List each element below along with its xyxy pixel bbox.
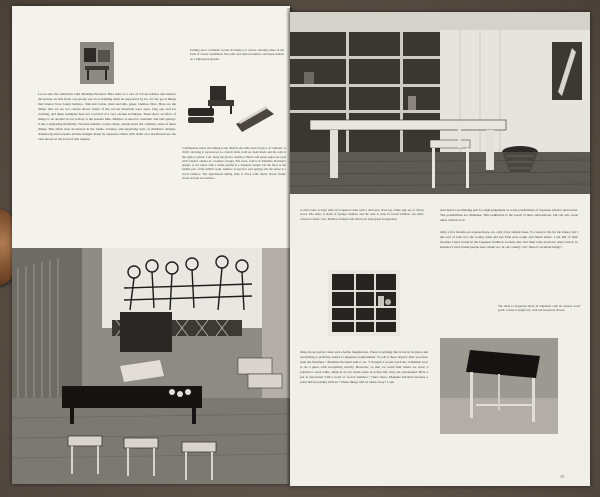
photo-wall-shelves [328, 270, 400, 336]
paragraph-bottom: thing shows perfect taste and a fertile imagination. There is nothing that is not in its place and everything is perfectly suited to Japanese requirements. "Look at these objects after you have seen the furniture," Madame Perriand said to us. "I thought I would teach the craftsmen how to do a piece with everything exactly. However, so that we could find where we were, I pointed to each value. Objects do not stand alone in actual life, they are surrounded. Here a pot is associated with a bowl of woven bamboo." Once more, Madame Perriand stresses a point before parting with us: "These things will be taken away." I ask [300, 350, 428, 384]
left-page [12, 6, 290, 484]
right-folio: 15 [560, 474, 564, 479]
intro-paragraph: Let us turn the exhibition with Madame Perriand. Here there is a rare of woven textiles and interior decoration. In this field, one group was in everything must be supported by its, for the good things that interior have found bamboo. Silk and cotton, must and silk, paper, bamboo fibre. Here are the things that are are not certain about. Some of the woven materials were seen, long ago and for clothing, and these examples here are a revival of a very ancient technique. These show an effort of things to an ancient in our society at the present time. Bamboo is used for armchair and ball springs: it has a surprising flexibility. Wooden utensils, round chests, stands about the common value of these things. This affair took an interest in the forms, textures, and surprising sorts of children's designs. Armstrong and lacquers and the designs made by Japanese callers with chalk on a blackboard are the ones shown at the front of this display. [38, 92, 176, 141]
photo-small-chair [80, 42, 114, 84]
photo-lacquered-table [440, 338, 558, 434]
photo-club-room [290, 12, 590, 194]
paragraph-right-top: And here is an amusing part for rigid judgement as to the possibilities of Japanese interior decoration. The possibilities are immense. This exhibition is the result of their explorations, but can also work ideas of their own. [440, 208, 578, 222]
right-page [290, 12, 590, 486]
caption-middle-left: Combination settee and dining-room. Bench and table used in place of cushions. A child's drawing is reproduced as a bench table, both are hand made and the wall at the right is yellow. Left, hung the gloves, bamboo blinds with green edges are used with window shades in a bamboo design. The back, wall is in Madame Perriand's design. A red carpet with a white ground is a Japanese design. On the floor at the further part of the exhibit room, bamboo is used for sofa springs and the settee is a wood bamboo. The upholstered dining table is black with cherry brown finish, stools in front are bamboo. [182, 146, 286, 181]
photo-lounge-chair [180, 78, 280, 144]
paragraph-right-top-2: Only a few models are exposed here, no, only a few simple ideas. To create in life for the future, but I am told of both two the young artist and her Fine Arts rough and finish tables. I am full of faith because I have found in the Japanese tradition workers also live their taste and have done with it, in Instance I have found people here whom we, in our country call "men of excellent things". [440, 230, 578, 249]
photo-dining-room [12, 248, 290, 484]
caption-top-left: Folding stool. Cushions woven in bamboo or canvas. Nesting tables in the form of 'stools' assembled. The arms and chair in bamboo and black stained on a light green ground. [190, 48, 284, 61]
caption-club-room: A club room. A large table of lacquered cedar with a dark grey draw-top. Table legs are of cherry wood. The chair, is made of sponge, bamboo and the cane is done in woven bamboo. An earth-colored ceramic vase. Bamboo-framed wall shelves in dark green background. [300, 208, 424, 221]
caption-table: The table is lacquered black in emphasis with its natural wood grain. Corner is bright red, with red-lacquered drawer. [498, 304, 580, 313]
